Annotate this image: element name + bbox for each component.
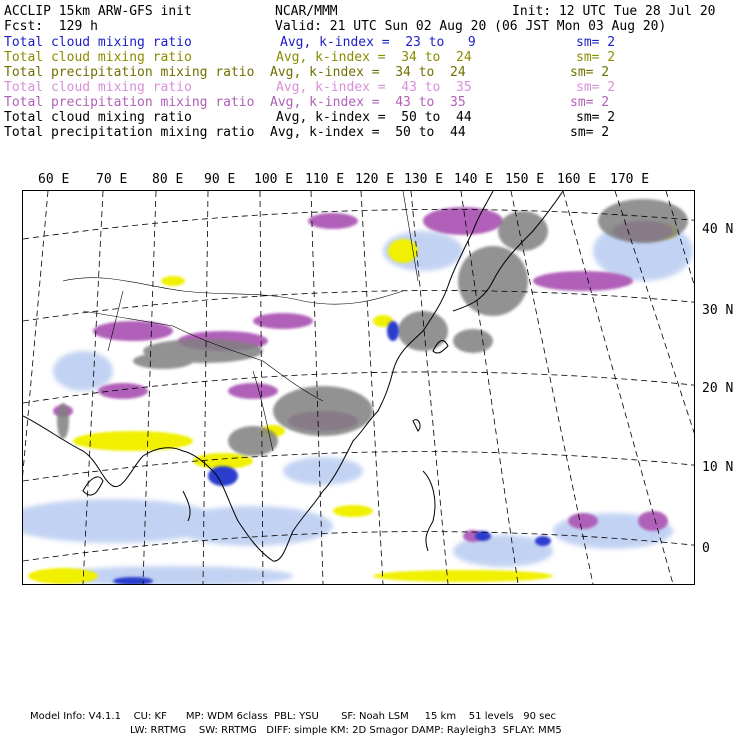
legend-sm: sm= 2 xyxy=(570,65,610,80)
lat-label: 20 N xyxy=(702,381,734,396)
org-label: NCAR/MMM xyxy=(275,4,338,19)
lat-label: 30 N xyxy=(702,303,734,318)
legend-avg: Avg, k-index = 50 to 44 xyxy=(270,125,466,140)
legend-sm: sm= 2 xyxy=(576,35,616,50)
legend-field: Total cloud mixing ratio xyxy=(4,80,192,95)
valid-time: Valid: 21 UTC Sun 02 Aug 20 (06 JST Mon 03 Aug 20) xyxy=(275,19,667,34)
legend-field: Total cloud mixing ratio xyxy=(4,35,192,50)
model-title: ACCLIP 15km ARW-GFS init xyxy=(4,4,192,19)
lon-label: 140 E xyxy=(454,172,494,187)
lon-label: 90 E xyxy=(204,172,236,187)
legend-sm: sm= 2 xyxy=(576,110,616,125)
legend-avg: Avg, k-index = 50 to 44 xyxy=(276,110,472,125)
legend-avg: Avg, k-index = 43 to 35 xyxy=(270,95,466,110)
lon-label: 110 E xyxy=(305,172,345,187)
legend-avg: Avg, k-index = 43 to 35 xyxy=(276,80,472,95)
legend-field: Total precipitation mixing ratio xyxy=(4,95,255,110)
legend-sm: sm= 2 xyxy=(570,125,610,140)
lon-label: 160 E xyxy=(557,172,597,187)
legend-avg: Avg, k-index = 34 to 24 xyxy=(270,65,466,80)
lat-label: 40 N xyxy=(702,222,734,237)
lon-label: 120 E xyxy=(355,172,395,187)
forecast-map xyxy=(22,190,695,585)
model-info-line1: Model Info: V4.1.1 CU: KF MP: WDM 6class PBL: YSU SF: Noah LSM 15 km 51 levels 90 sec xyxy=(30,711,556,722)
legend-sm: sm= 2 xyxy=(576,80,616,95)
lat-label: 0 xyxy=(702,541,710,556)
lon-label: 170 E xyxy=(610,172,650,187)
lon-label: 150 E xyxy=(505,172,545,187)
legend-sm: sm= 2 xyxy=(570,95,610,110)
lon-label: 60 E xyxy=(38,172,70,187)
forecast-hour: Fcst: 129 h xyxy=(4,19,98,34)
legend-field: Total precipitation mixing ratio xyxy=(4,125,255,140)
legend-field: Total cloud mixing ratio xyxy=(4,110,192,125)
legend-avg: Avg, k-index = 23 to 9 xyxy=(280,35,476,50)
legend-field: Total precipitation mixing ratio xyxy=(4,65,255,80)
legend-field: Total cloud mixing ratio xyxy=(4,50,192,65)
legend-sm: sm= 2 xyxy=(576,50,616,65)
lon-label: 100 E xyxy=(254,172,294,187)
model-info-line2: LW: RRTMG SW: RRTMG DIFF: simple KM: 2D Smagor DAMP: Rayleigh3 SFLAY: MM5 xyxy=(130,725,562,736)
legend-avg: Avg, k-index = 34 to 24 xyxy=(276,50,472,65)
lon-label: 130 E xyxy=(404,172,444,187)
lon-label: 70 E xyxy=(96,172,128,187)
lon-label: 80 E xyxy=(152,172,184,187)
lat-label: 10 N xyxy=(702,460,734,475)
init-time: Init: 12 UTC Tue 28 Jul 20 xyxy=(512,4,716,19)
